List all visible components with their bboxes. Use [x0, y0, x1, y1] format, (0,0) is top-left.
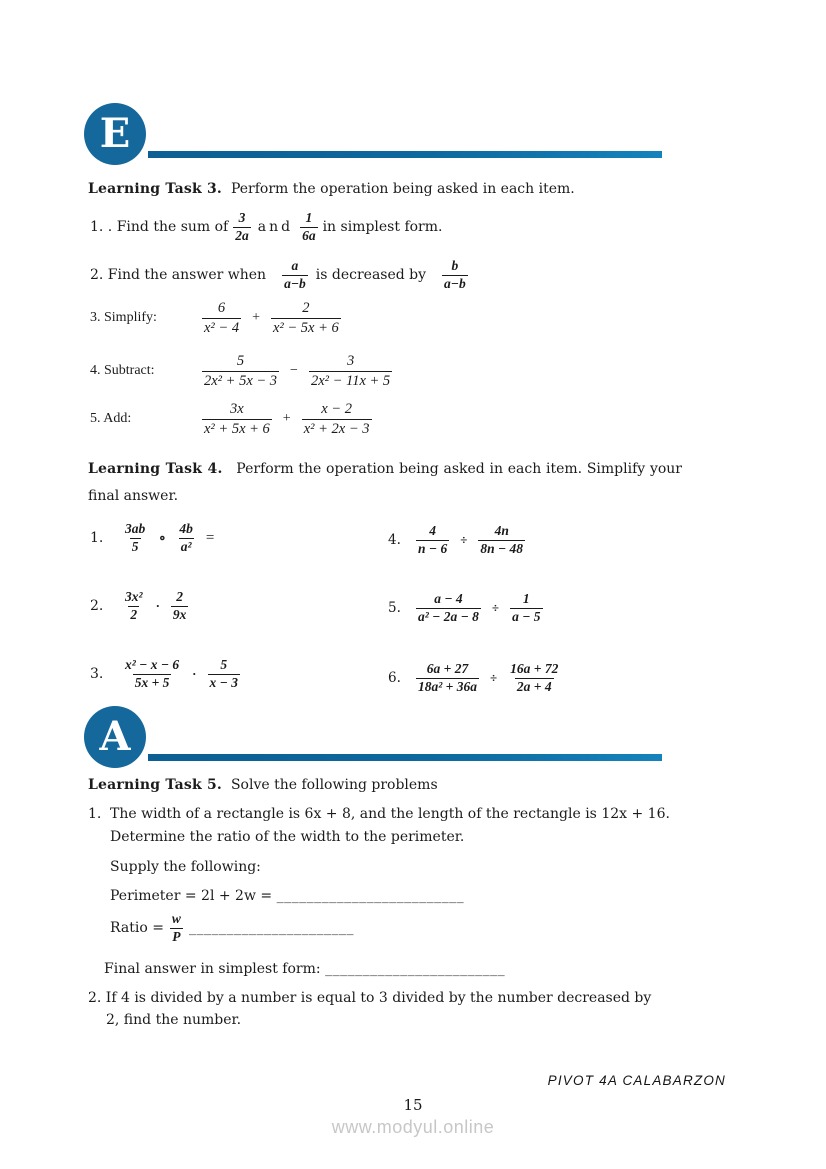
fraction [302, 400, 372, 437]
fraction-numerator: 3x [230, 401, 244, 418]
section-rule-e [148, 151, 662, 158]
fraction [177, 521, 195, 556]
fraction-numerator: 5 [236, 353, 245, 370]
fraction [309, 352, 392, 389]
watermark-text: www.modyul.online [331, 1117, 495, 1137]
footer-brand [400, 1073, 726, 1088]
fraction-denominator: n − 6 [418, 540, 448, 556]
task3-item2-pre: 2. Find the answer when [90, 267, 267, 283]
task5-item1-text1: The width of a rectangle is 6x + 8, and the length of the rectangle is 12x + 16. [110, 806, 670, 822]
perimeter-label: Perimeter = 2l + 2w = [110, 888, 273, 904]
divide-operator: ÷ [490, 670, 498, 685]
task3-title: Learning Task 3. [88, 181, 222, 197]
fraction [300, 210, 318, 245]
task4-item-4 [388, 514, 530, 566]
task5-heading [88, 777, 438, 793]
fraction-numerator: 3 [238, 209, 246, 225]
fraction-denominator: 2a + 4 [516, 678, 552, 694]
task5-perimeter-line [110, 888, 464, 904]
fraction-denominator: 5 [131, 538, 139, 554]
fraction [123, 657, 181, 692]
task4-heading [88, 456, 682, 510]
task5-item2-line2 [106, 1012, 241, 1028]
divide-operator: ÷ [460, 532, 468, 547]
fraction-denominator: 9x [172, 606, 187, 622]
multiply-dot-operator: · [192, 666, 197, 681]
task5-instruction: Solve the following problems [230, 777, 438, 793]
task5-ratio-line [110, 906, 354, 950]
task5-item1-line2 [110, 829, 464, 845]
ring-operator: ∘ [158, 530, 167, 545]
task3-item1-mid: and [257, 219, 294, 235]
task5-item2-text1: 2. If 4 is divided by a number is equal to 3 divided by the number decreased by [88, 990, 652, 1006]
task3-instruction: Perform the operation being asked in each item. [230, 181, 575, 197]
task5-item1-line1 [88, 806, 670, 822]
item-number: 1. [90, 530, 104, 546]
fraction-numerator: 16a + 72 [510, 660, 559, 676]
fraction [233, 210, 251, 245]
item-number: 5. [388, 600, 401, 616]
task3-item-1 [90, 202, 442, 252]
task4-item-5 [388, 580, 548, 636]
task5-title: Learning Task 5. [88, 777, 222, 793]
task3-item5-label: 5. Add: [90, 411, 132, 426]
task3-item1-pre: 1. . Find the sum of [90, 219, 229, 235]
fraction-denominator: x² + 5x + 6 [204, 420, 270, 437]
item-number: 3. [90, 666, 104, 682]
task5-supply-label [110, 859, 261, 875]
task4-item-3 [90, 646, 245, 702]
fraction-numerator: 1 [305, 209, 313, 225]
task3-item-4 [90, 345, 397, 397]
fraction [271, 299, 341, 336]
fraction-denominator: a − 5 [512, 608, 541, 624]
supply-text: Supply the following: [110, 859, 261, 875]
fraction-numerator: x² − x − 6 [125, 656, 180, 672]
fraction-numerator: 4n [494, 522, 509, 538]
fraction-denominator: 5x + 5 [134, 674, 170, 690]
fraction-denominator: x² − 4 [204, 319, 240, 336]
task5-item2-line1 [88, 990, 651, 1006]
fraction-denominator: a−b [444, 275, 466, 291]
task3-item-3 [90, 293, 346, 343]
fraction-denominator: 6a [302, 227, 316, 243]
badge-letter-e: E [99, 110, 131, 157]
final-answer-label: Final answer in simplest form: [104, 961, 321, 977]
fraction-numerator: 5 [220, 656, 228, 672]
page-number-text: 15 [403, 1096, 423, 1114]
section-rule-a [148, 754, 662, 761]
fraction-numerator: 3 [346, 353, 355, 370]
fraction-denominator: 2a [235, 227, 249, 243]
item-number: 4. [388, 532, 401, 548]
fraction [478, 523, 525, 558]
section-badge-e [84, 103, 146, 165]
task4-item-1 [90, 512, 220, 564]
plus-operator: + [252, 310, 260, 325]
fraction [202, 352, 279, 389]
final-answer-blank: ________________________ [325, 961, 506, 977]
item-number: 6. [388, 670, 401, 686]
task5-final-answer-line [104, 961, 505, 977]
fraction-numerator: 2 [302, 300, 310, 317]
task4-instruction: Perform the operation being asked in each item. Simplify your final answer. [88, 461, 682, 504]
task3-item-2 [90, 252, 473, 298]
fraction-denominator: x² + 2x − 3 [303, 420, 370, 437]
fraction-denominator: 8n − 48 [480, 540, 524, 556]
fraction-numerator: 4 [429, 522, 436, 538]
fraction [123, 521, 147, 556]
task5-item1-text2: Determine the ratio of the width to the perimeter. [110, 829, 465, 845]
fraction [202, 400, 272, 437]
fraction [510, 591, 542, 626]
fraction-numerator: a [291, 257, 299, 273]
fraction-denominator: a² [180, 538, 192, 554]
task3-heading [88, 181, 575, 197]
fraction-numerator: 4b [179, 520, 193, 536]
task4-item-2 [90, 578, 193, 634]
watermark [0, 1117, 826, 1138]
multiply-dot-operator: · [155, 598, 160, 613]
task3-item1-post: in simplest form. [322, 219, 443, 235]
fraction-numerator: 6a + 27 [426, 660, 469, 676]
plus-operator: + [282, 411, 291, 426]
fraction-denominator: 18a² + 36a [418, 678, 477, 694]
fraction-numerator: 2 [176, 588, 184, 604]
fraction-denominator: x² − 5x + 6 [272, 319, 339, 336]
task5-item2-text2: 2, find the number. [106, 1012, 242, 1028]
item-number: 1. [88, 806, 102, 822]
minus-operator: − [290, 363, 298, 378]
fraction-numerator: 3x² [125, 588, 143, 604]
section-badge-a [84, 706, 146, 768]
task3-item-5 [90, 393, 377, 445]
badge-letter-a: A [99, 713, 131, 760]
ratio-blank: ______________________ [188, 920, 354, 936]
fraction [416, 523, 449, 558]
fraction [123, 589, 145, 624]
fraction-numerator: b [451, 257, 459, 273]
fraction-denominator: 2 [130, 606, 138, 622]
divide-operator: ÷ [491, 600, 500, 615]
fraction-denominator: x − 3 [209, 674, 238, 690]
task3-item3-label: 3. Simplify: [90, 310, 157, 325]
task4-title: Learning Task 4. [88, 461, 223, 477]
fraction-denominator: 2x² − 11x + 5 [310, 372, 391, 389]
fraction-denominator: a−b [284, 275, 306, 291]
equals-sign: = [205, 529, 215, 546]
fraction [508, 661, 560, 696]
ratio-label: Ratio = [110, 920, 164, 936]
fraction [170, 911, 183, 946]
fraction-numerator: 6 [217, 300, 226, 317]
fraction-denominator: a² − 2a − 8 [418, 608, 479, 624]
brand-text: PIVOT 4A CALABARZON [547, 1073, 726, 1088]
fraction-numerator: a − 4 [434, 590, 463, 606]
fraction [442, 258, 468, 293]
task4-item-6 [388, 650, 565, 706]
task3-item4-label: 4. Subtract: [90, 363, 155, 378]
fraction [282, 258, 308, 293]
fraction [171, 589, 189, 624]
fraction-numerator: 3ab [125, 520, 146, 536]
fraction-numerator: 1 [522, 590, 530, 606]
item-number: 2. [90, 598, 104, 614]
fraction [416, 661, 479, 696]
fraction [416, 591, 481, 626]
fraction-denominator: 2x² + 5x − 3 [204, 372, 278, 389]
task3-item2-mid: is decreased by [315, 267, 427, 283]
fraction [208, 657, 240, 692]
fraction-numerator: w [171, 910, 181, 926]
perimeter-blank: _________________________ [276, 888, 465, 904]
fraction-numerator: x − 2 [321, 401, 352, 418]
fraction-denominator: P [172, 928, 181, 944]
fraction [202, 299, 241, 336]
page-number [0, 1096, 826, 1114]
